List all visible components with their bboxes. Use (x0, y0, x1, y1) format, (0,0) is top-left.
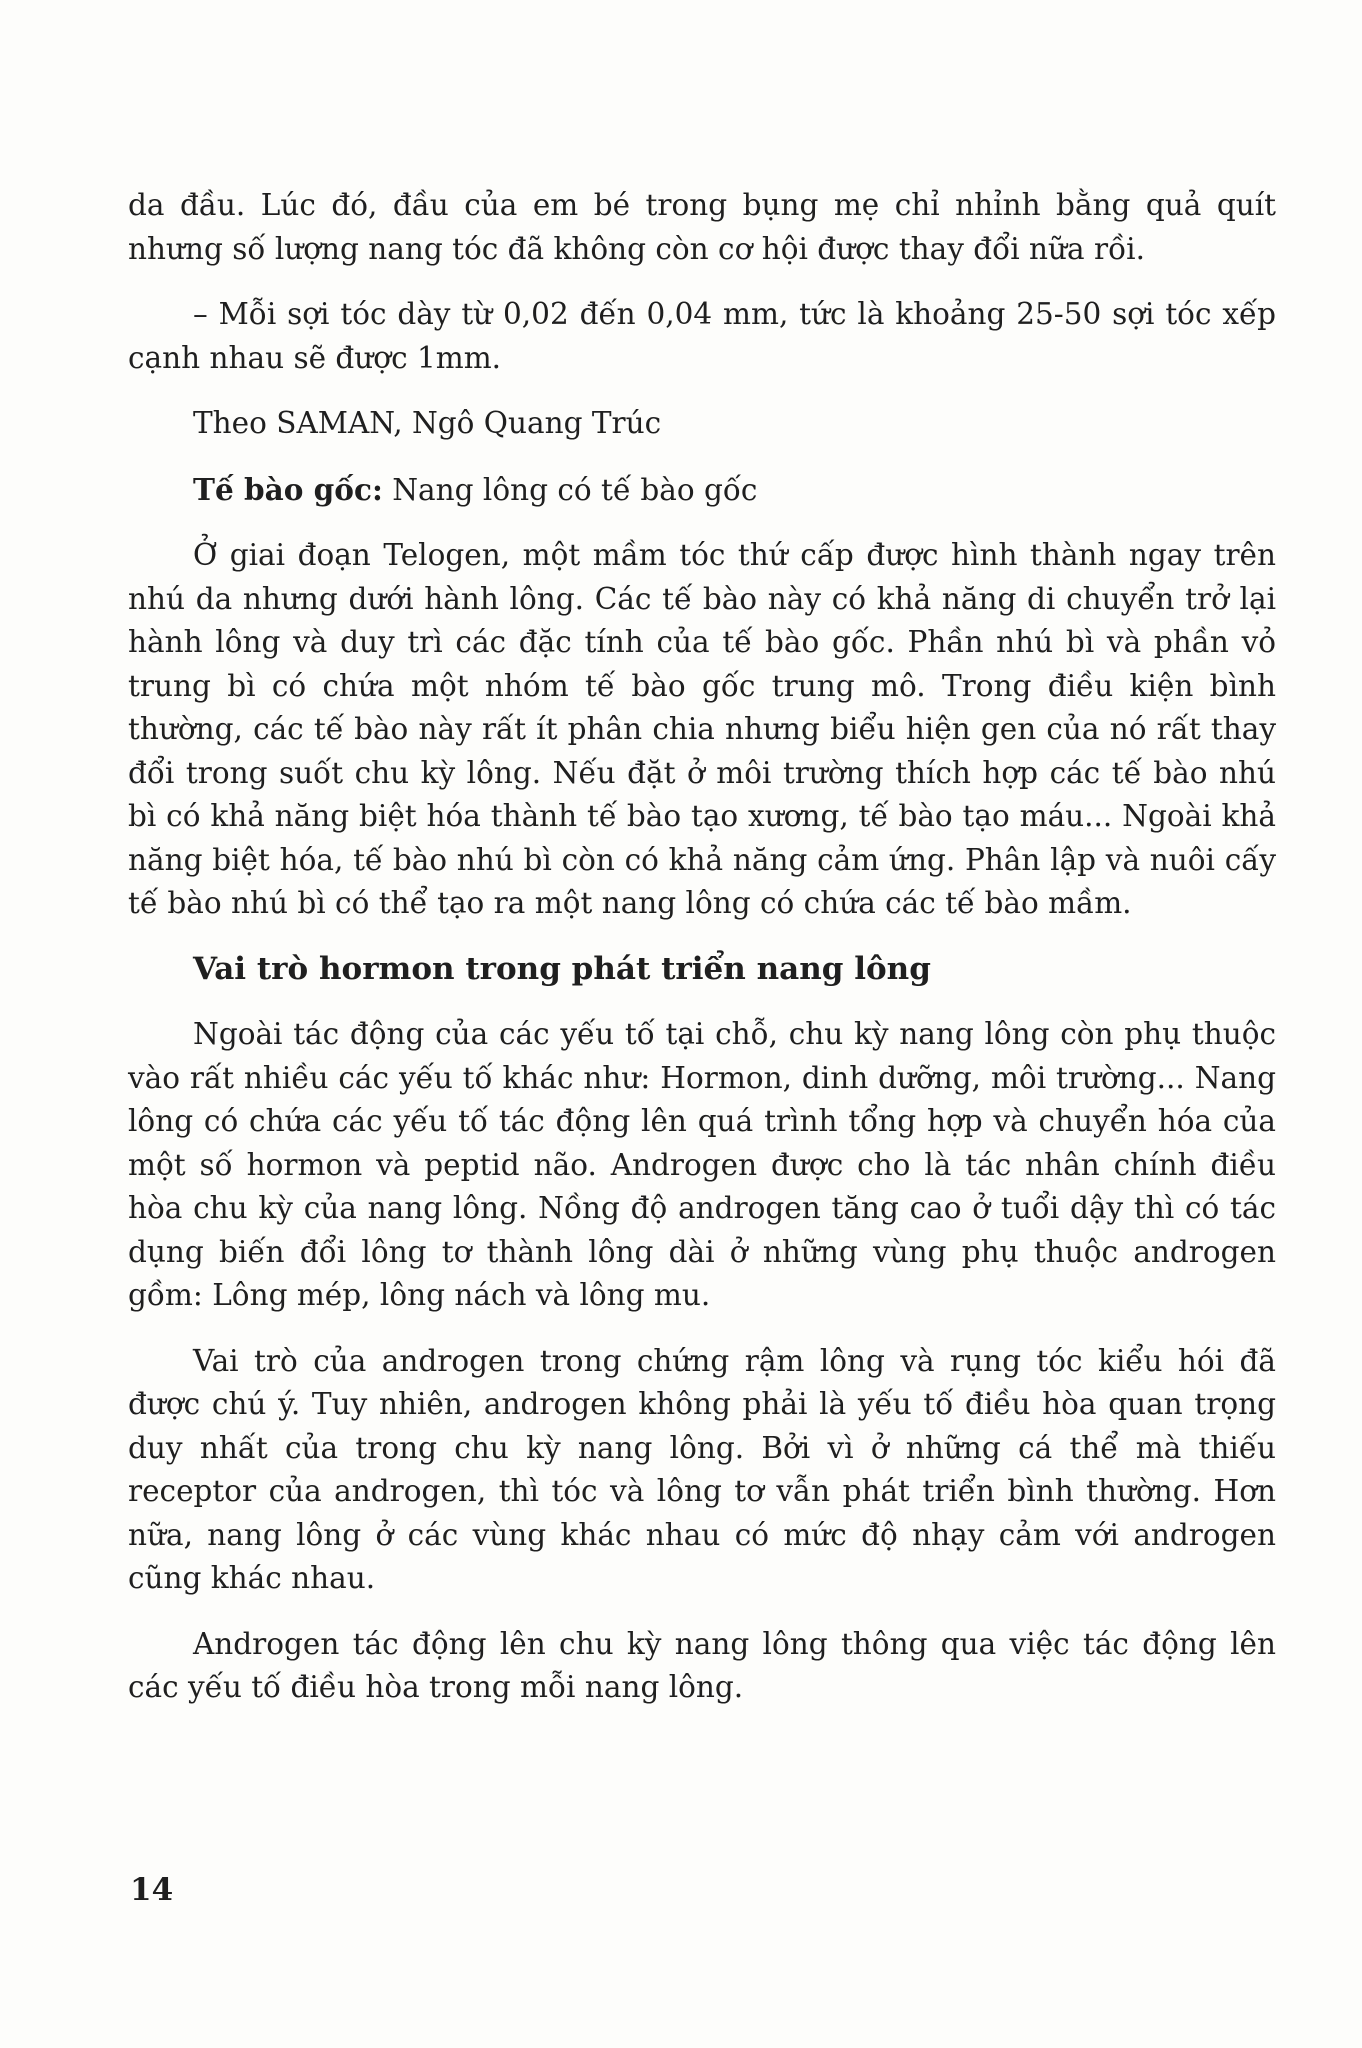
page-number: 14 (130, 1872, 174, 1908)
paragraph-continuation: da đầu. Lúc đó, đầu của em bé trong bụng mẹ chỉ nhỉnh bằng quả quít nhưng số lượng nang tóc đã không còn cơ hội được thay đổi nữa rồi. (128, 188, 1276, 266)
paragraph-androgen-effect: Androgen tác động lên chu kỳ nang lông thông qua việc tác động lên các yếu tố điều hòa trong mỗi nang lông. (128, 1626, 1276, 1704)
paragraph-hair-thickness: – Mỗi sợi tóc dày từ 0,02 đến 0,04 mm, tức là khoảng 25-50 sợi tóc xếp cạnh nhau sẽ được 1mm. (128, 297, 1276, 375)
source-citation: Theo SAMAN, Ngô Quang Trúc (193, 406, 662, 440)
section-heading: Vai trò hormon trong phát triển nang lông (193, 950, 931, 987)
page-body (128, 184, 1276, 1732)
paragraph-telogen: Ở giai đoạn Telogen, một mầm tóc thứ cấp được hình thành ngay trên nhú da nhưng dưới hành lông. Các tế bào này có khả năng di chuyển trở lại hành lông và duy trì các đặc tính của tế bào gốc. Phần nhú bì và phần vỏ trung bì có chứa một nhóm tế bào gốc trung mô. Trong điều kiện bình thường, các tế bào này rất ít phân chia nhưng biểu hiện gen của nó rất thay đổi trong suốt chu kỳ lông. Nếu đặt ở môi trường thích hợp các tế bào nhú bì có khả năng biệt hóa thành tế bào tạo xương, tế bào tạo máu... Ngoài khả năng biệt hóa, tế bào nhú bì còn có khả năng cảm ứng. Phân lập và nuôi cấy tế bào nhú bì có thể tạo ra một nang lông có chứa các tế bào mầm. (128, 538, 1276, 920)
paragraph-androgen-role: Vai trò của androgen trong chứng rậm lông và rụng tóc kiểu hói đã được chú ý. Tuy nhiên, androgen không phải là yếu tố điều hòa quan trọng duy nhất của trong chu kỳ nang lông. Bởi vì ở những cá thể mà thiếu receptor của androgen, thì tóc và lông tơ vẫn phát triển bình thường. Hơn nữa, nang lông ở các vùng khác nhau có mức độ nhạy cảm với androgen cũng khác nhau. (128, 1343, 1276, 1595)
paragraph-hormone-factors: Ngoài tác động của các yếu tố tại chỗ, chu kỳ nang lông còn phụ thuộc vào rất nhiều các yếu tố khác như: Hormon, dinh dưỡng, môi trường... Nang lông có chứa các yếu tố tác động lên quá trình tổng hợp và chuyển hóa của một số hormon và peptid não. Androgen được cho là tác nhân chính điều hòa chu kỳ của nang lông. Nồng độ androgen tăng cao ở tuổi dậy thì có tác dụng biến đổi lông tơ thành lông dài ở những vùng phụ thuộc androgen gồm: Lông mép, lông nách và lông mu. (128, 1017, 1276, 1312)
stem-cell-text: Nang lông có tế bào gốc (382, 472, 758, 507)
stem-cell-line (128, 468, 1276, 513)
stem-cell-label: Tế bào gốc: (193, 471, 383, 507)
